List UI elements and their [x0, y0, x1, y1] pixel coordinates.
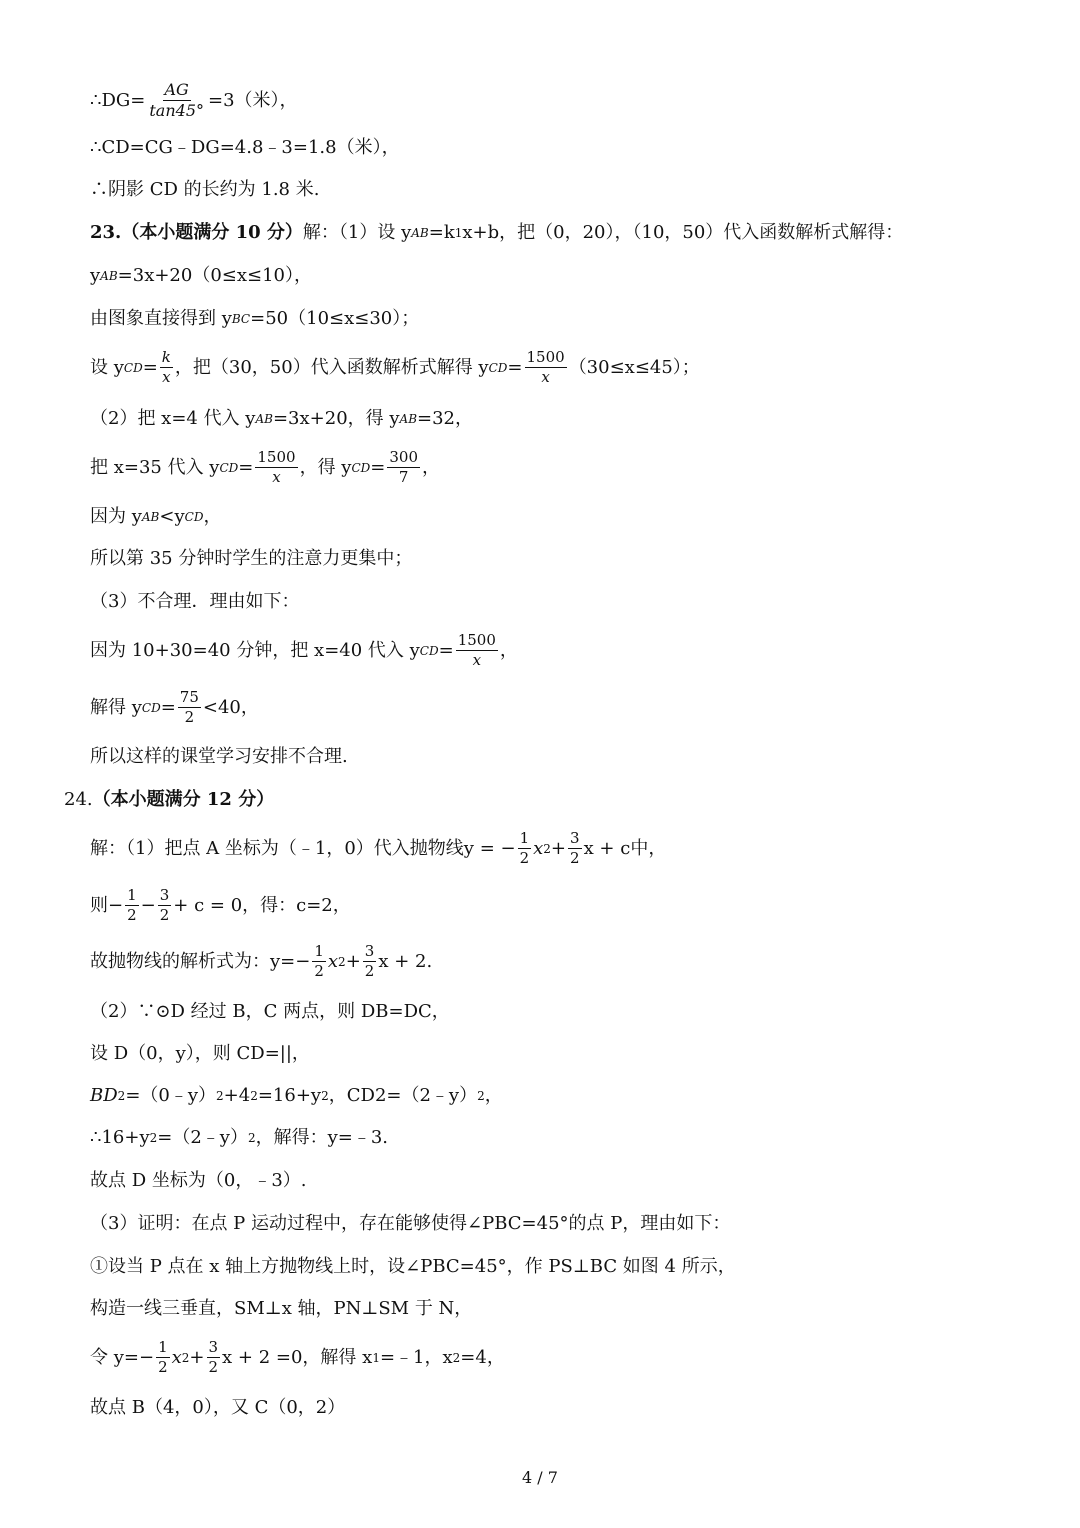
text: =3（米），: [208, 89, 298, 111]
line-28: 令 y=− $\frac{1}{2}$ x 2 + $\frac{3}{2}$ x + 2 =0，解得 x 1 =﹣1，x 2 =4，: [90, 1338, 505, 1376]
line-1: [90, 82, 298, 119]
line-7: 设 y CD = $\frac{k}{x}$ ，把（30，50）代入函数解析式解得 y CD = $\frac{1500}{x}$ （30≤x≤45）；: [90, 348, 700, 386]
fraction: $\frac{1500}{x}$: [526, 348, 565, 386]
line-9: 把 x=35 代入 y CD = $\frac{1500}{x}$ ，得 y CD = $\frac{300}{7}$ ，: [90, 448, 441, 486]
line-17: 解：（1）把点 A 坐标为（﹣1，0）代入抛物线y = − $\frac{1}{2}$ x 2 + $\frac{3}{2}$ x + c中，: [90, 829, 667, 867]
line-6: 由图象直接得到 y BC =50（10≤x≤30）；: [90, 308, 420, 329]
line-19: 故抛物线的解析式为：y=− $\frac{1}{2}$ x 2 + $\frac{3}{2}$ x + 2.: [90, 942, 433, 980]
page-number: 4 / 7: [522, 1468, 558, 1487]
fraction: $\frac{3}{2}$: [208, 1338, 219, 1376]
line-13: 因为 10+30=40 分钟，把 x=40 代入 y CD = $\frac{1500}{x}$ ，: [90, 631, 518, 669]
fraction: $\frac{1}{2}$: [127, 886, 137, 924]
question-header: 23.（本小题满分 10 分）: [90, 222, 303, 243]
fraction: $\frac{1}{2}$: [314, 942, 324, 980]
line-4: 23.（本小题满分 10 分） 解：（1）设 y AB =k 1 x+b，把（0，20），（10，50）代入函数解析式解得：: [90, 222, 904, 243]
line-15: 所以这样的课堂学习安排不合理.: [90, 746, 348, 767]
line-23: ∴16+y 2 =（2﹣y） 2 ，解得：y=﹣3.: [90, 1127, 389, 1148]
line-22: BD 2 =（0﹣y） 2 +4 2 =16+y 2 ，CD2=（2﹣y） 2 ，: [90, 1085, 503, 1106]
text: ∴DG=: [90, 89, 146, 111]
line-21: 设 D（0，y），则 CD=||，: [90, 1043, 310, 1064]
line-12: （3）不合理．理由如下：: [90, 591, 300, 612]
fraction: $\frac{3}{2}$: [364, 942, 375, 980]
line-2: ∴CD=CG﹣DG=4.8﹣3=1.8（米），: [90, 137, 400, 158]
fraction: $\frac{1}{2}$: [158, 1338, 168, 1376]
fraction: $\frac{k}{x}$: [161, 348, 171, 386]
fraction: $\frac{300}{7}$: [389, 448, 419, 486]
fraction: $\frac{1500}{x}$: [257, 448, 296, 486]
line-24: 故点 D 坐标为（0，﹣3）.: [90, 1170, 307, 1191]
fraction: $\frac{1}{2}$: [519, 829, 530, 867]
line-3: ∴阴影 CD 的长约为 1.8 米.: [90, 179, 320, 200]
line-29: 故点 B（4，0），又 C（0，2）: [90, 1397, 346, 1418]
line-5: y AB =3x+20（0≤x≤10），: [90, 265, 312, 286]
line-11: 所以第 35 分钟时学生的注意力更集中；: [90, 548, 413, 569]
line-16: 24. （本小题满分 12 分）: [64, 789, 275, 810]
line-20: （2）∵⊙D 经过 B，C 两点，则 DB=DC，: [90, 1001, 450, 1022]
line-27: 构造一线三垂直，SM⊥x 轴，PN⊥SM 于 N，: [90, 1298, 473, 1319]
fraction: $\frac{AG}{\tan 45^\circ}$: [149, 80, 204, 120]
fraction: $\frac{1500}{x}$: [457, 631, 496, 669]
line-26: ①设当 P 点在 x 轴上方抛物线上时，设∠PBC=45°，作 PS⊥BC 如图 4 所示，: [90, 1256, 736, 1277]
fraction: $\frac{3}{2}$: [159, 886, 170, 924]
fraction: $\frac{75}{2}$: [179, 688, 199, 726]
line-18: 则− $\frac{1}{2}$ − $\frac{3}{2}$ + c = 0，得：c=2，: [90, 886, 351, 924]
question-header: （本小题满分 12 分）: [92, 789, 275, 810]
line-25: （3）证明：在点 P 运动过程中，存在能够使得∠PBC=45°的点 P，理由如下：: [90, 1213, 731, 1234]
line-14: 解得 y CD = $\frac{75}{2}$ <40，: [90, 688, 259, 726]
fraction: $\frac{3}{2}$: [570, 829, 580, 867]
line-8: （2）把 x=4 代入 y AB =3x+20，得 y AB =32，: [90, 408, 474, 429]
line-10: 因为 y AB <y CD ，: [90, 506, 222, 527]
